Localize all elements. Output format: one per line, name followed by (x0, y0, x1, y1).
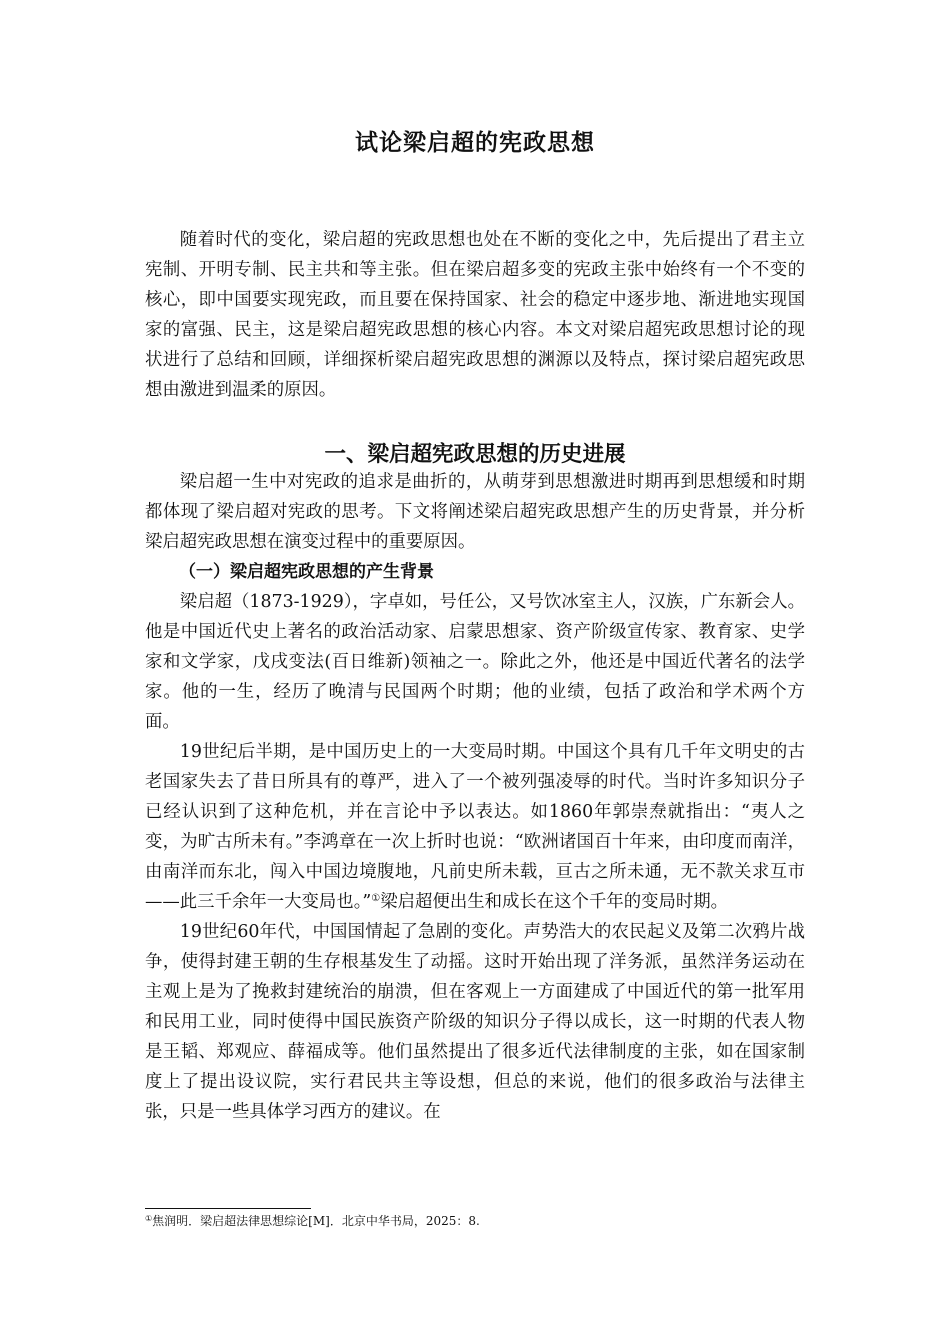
section-body (145, 467, 805, 1127)
abstract (145, 225, 805, 405)
body-paragraph: 梁启超（1873-1929），字卓如，号任公，又号饮冰室主人，汉族，广东新会人。他是中国近代史上著名的政治活动家、启蒙思想家、资产阶级宣传家、教育家、史学家和文学家，戊戌变法(百日维新)领袖之一。除此之外，他还是中国近代著名的法学家。他的一生，经历了晚清与民国两个时期；他的业绩，包括了政治和学术两个方面。 (145, 592, 805, 732)
body-paragraph: 19世纪60年代，中国国情起了急剧的变化。声势浩大的农民起义及第二次鸦片战争，使得封建王朝的生存根基发生了动摇。这时开始出现了洋务派，虽然洋务运动在主观上是为了挽救封建统治的崩溃，但在客观上一方面建成了中国近代的第一批军用和民用工业，同时使得中国民族资产阶级的知识分子得以成长，这一时期的代表人物是王韬、郑观应、薛福成等。他们虽然提出了很多近代法律制度的主张，如在国家制度上了提出设议院，实行君民共主等设想，但总的来说，他们的很多政治与法律主张，只是一些具体学习西方的建议。在 (145, 922, 805, 1122)
footnote (145, 1213, 805, 1229)
paragraph-text: 梁启超便出生和成长在这个千年的变局时期。 (380, 892, 729, 912)
footnote-mark: ① (145, 1214, 153, 1223)
document-title: 试论梁启超的宪政思想 (355, 130, 595, 156)
subsection-heading: （一）梁启超宪政思想的产生背景 (179, 562, 434, 582)
abstract-paragraph: 随着时代的变化，梁启超的宪政思想也处在不断的变化之中，先后提出了君主立宪制、开明专制、民主共和等主张。但在梁启超多变的宪政主张中始终有一个不变的核心，即中国要实现宪政，而且要在保持国家、社会的稳定中逐步地、渐进地实现国家的富强、民主，这是梁启超宪政思想的核心内容。本文对梁启超宪政思想讨论的现状进行了总结和回顾，详细探析梁启超宪政思想的渊源以及特点，探讨梁启超宪政思想由激进到温柔的原因。 (145, 230, 805, 400)
footnote-separator (145, 1208, 311, 1209)
footnote-text: 焦润明．梁启超法律思想综论[M]．北京中华书局，2025：8. (152, 1214, 480, 1228)
paragraph-text: 19世纪后半期，是中国历史上的一大变局时期。中国这个具有几千年文明史的古老国家失去了昔日所具有的尊严，进入了一个被列强凌辱的时代。当时许多知识分子已经认识到了这种危机，并在言论中予以表达。如1860年郭崇焘就指出：“夷人之变，为旷古所未有。”李鸿章在一次上折时也说：“欧洲诸国百十年来，由印度而南洋，由南洋而东北，闯入中国边境腹地，凡前史所未载，亘古之所未通，无不款关求互市——此三千余年一大变局也。” (145, 742, 805, 912)
section-intro-paragraph: 梁启超一生中对宪政的追求是曲折的，从萌芽到思想激进时期再到思想缓和时期都体现了梁启超对宪政的思考。下文将阐述梁启超宪政思想产生的历史背景，并分析梁启超宪政思想在演变过程中的重要原因。 (145, 472, 805, 552)
footnote-reference[interactable]: ① (371, 893, 381, 904)
body-paragraph-with-footnote (145, 737, 805, 917)
section-heading: 一、梁启超宪政思想的历史进展 (324, 442, 626, 467)
